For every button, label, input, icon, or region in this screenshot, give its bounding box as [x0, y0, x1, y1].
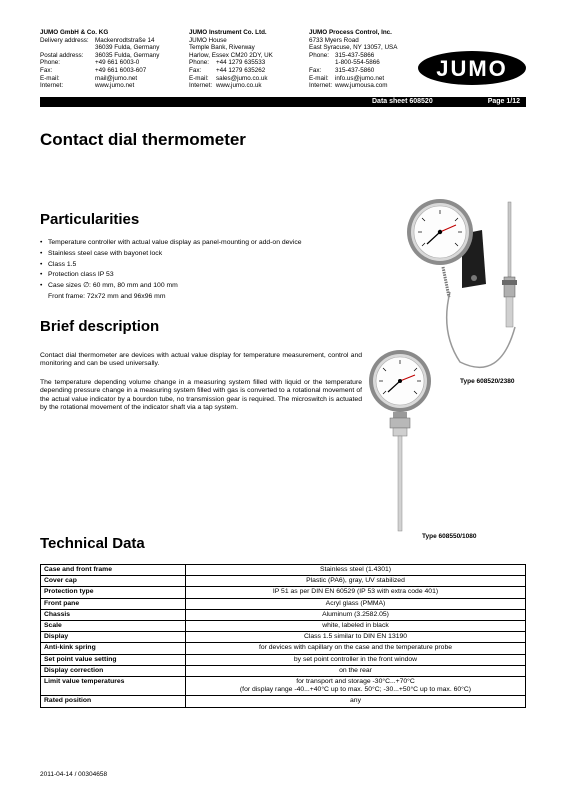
technical-data-table — [40, 564, 526, 708]
logo-wordmark — [427, 56, 517, 80]
table-row — [41, 621, 526, 632]
address-label: Internet: — [309, 82, 333, 90]
address-label: Delivery address: — [40, 36, 89, 44]
section-heading-technical-data: Technical Data — [40, 535, 145, 552]
address-value: 36039 Fulda, Germany — [95, 44, 160, 52]
brief-paragraph-1: Contact dial thermometer are devices with actual value display for temperature measurement, control and monitoring and can be used universally. — [40, 352, 362, 368]
table-key-cell: Protection type — [41, 587, 186, 598]
section-heading-brief-description: Brief description — [40, 318, 160, 335]
address-value: +44 1279 635533 — [216, 59, 266, 67]
table-key-cell: Front pane — [41, 598, 186, 609]
table-row — [41, 598, 526, 609]
particularity-item: • Class 1.5 — [40, 260, 302, 271]
table-value-cell — [186, 587, 526, 598]
table-value-line: white, labeled in black — [322, 622, 389, 630]
address-rows — [309, 52, 397, 90]
table-value-cell — [186, 643, 526, 654]
address-label: Internet: — [189, 82, 213, 90]
address-value: www.jumousa.com — [335, 82, 388, 90]
table-value-cell — [186, 609, 526, 620]
table-key-cell: Display correction — [41, 665, 186, 676]
address-row — [40, 44, 159, 52]
table-row — [41, 576, 526, 587]
product-image-608520 — [400, 192, 550, 372]
company-name: JUMO Instrument Co. Ltd. — [189, 29, 267, 36]
document-title: Contact dial thermometer — [40, 130, 246, 149]
particularity-item: • Temperature controller with actual value display as panel-mounting or add-on device — [40, 238, 302, 249]
table-value-line: Stainless steel (1.4301) — [319, 566, 392, 573]
logo-text: JUMO — [436, 56, 508, 80]
address-value: www.jumo.net — [95, 82, 135, 90]
address-label: E-mail: — [309, 74, 329, 82]
address-germany — [40, 29, 159, 90]
table-row — [41, 696, 526, 707]
address-value: 315-437-5860 — [335, 66, 375, 74]
table-value-cell — [186, 696, 526, 707]
address-row — [309, 75, 397, 83]
table-row — [41, 643, 526, 654]
address-label — [40, 44, 95, 52]
address-value: 315-437-5866 — [335, 51, 375, 59]
table-value-line: for transport and storage -30°C...+70°C — [296, 678, 415, 686]
address-label: Fax: — [189, 66, 202, 74]
address-row — [309, 67, 397, 75]
table-value-cell — [186, 665, 526, 676]
table-row — [41, 632, 526, 643]
table-value-cell — [186, 576, 526, 587]
table-value-cell — [186, 598, 526, 609]
table-key-cell: Anti-kink spring — [41, 643, 186, 654]
address-value: 1-800-554-5866 — [335, 59, 380, 67]
address-value: Mackenrodtstraße 14 — [95, 36, 155, 44]
address-value: sales@jumo.co.uk — [216, 74, 268, 82]
address-row — [40, 59, 159, 67]
address-value: +44 1279 635262 — [216, 66, 266, 74]
address-rows — [189, 59, 273, 89]
address-row — [309, 59, 397, 67]
address-label: Fax: — [40, 66, 53, 74]
table-value-cell — [186, 621, 526, 632]
address-row — [309, 52, 397, 60]
address-value: mail@jumo.net — [95, 74, 138, 82]
table-key-cell: Chassis — [41, 609, 186, 620]
table-row — [41, 677, 526, 696]
table-value-line: (for display range -40...+40°C up to max. 50°C; -30...+50°C up to max. 60°C) — [239, 686, 472, 694]
image-caption-1: Type 608520/2380 — [460, 378, 515, 385]
address-value: www.jumo.co.uk — [216, 82, 262, 90]
brief-paragraph-2: The temperature depending volume change in a measuring system filled with liquid or the temperature depending pressure change in a measuring system filled with gas is converted to a rotational movement of the actual value indicator by a bourdon tube, no transmission gear is required. The microswitch is actuated by the rotational movement of the indicator shaft via a tap system. — [40, 379, 362, 412]
address-usa — [309, 29, 397, 90]
table-value-line: Class 1.5 similar to DIN EN 13190 — [303, 633, 408, 641]
company-name: JUMO GmbH & Co. KG — [40, 29, 109, 36]
address-row — [40, 75, 159, 83]
section-heading-particularities: Particularities — [40, 211, 140, 228]
address-label: Internet: — [40, 82, 64, 90]
address-lines — [189, 37, 273, 60]
address-row — [309, 82, 397, 90]
address-row — [189, 82, 273, 90]
table-value-cell — [186, 677, 526, 696]
address-line: East Syracuse, NY 13057, USA — [309, 44, 398, 52]
table-key-cell: Set point value setting — [41, 654, 186, 665]
address-line: Temple Bank, Riverway — [189, 44, 255, 52]
table-value-cell — [186, 632, 526, 643]
table-value-line: IP 51 as per DIN EN 60529 (IP 53 with extra code 401) — [272, 588, 439, 596]
address-label: Phone: — [309, 51, 329, 59]
address-line: 6733 Myers Road — [309, 36, 359, 44]
image-caption-2: Type 608550/1080 — [422, 533, 477, 540]
address-row — [189, 75, 273, 83]
table-row — [41, 565, 526, 576]
address-value: 36035 Fulda, Germany — [95, 51, 160, 59]
table-key-cell: Display — [41, 632, 186, 643]
particularity-item: • Protection class IP 53 — [40, 270, 302, 281]
table-row — [41, 654, 526, 665]
table-value-line: for devices with capillary on the case and the temperature probe — [258, 644, 453, 652]
table-value-line: by set point controller in the front window — [293, 655, 418, 663]
address-label — [309, 59, 335, 67]
address-label: Phone: — [40, 59, 60, 67]
address-row — [40, 82, 159, 90]
table-value-cell — [186, 654, 526, 665]
table-row — [41, 609, 526, 620]
table-key-cell: Limit value temperatures — [41, 677, 186, 696]
table-value-line: Acryl glass (PMMA) — [325, 599, 386, 607]
table-value-line: Plastic (PA6), gray, UV stabilized — [306, 577, 405, 585]
address-value: +49 661 6003-607 — [95, 66, 147, 74]
address-value: +49 661 6003-0 — [95, 59, 140, 67]
address-value: info.us@jumo.net — [335, 74, 385, 82]
address-label: Fax: — [309, 66, 322, 74]
page-number: Page 1/12 — [487, 98, 520, 105]
table-key-cell: Scale — [41, 621, 186, 632]
table-key-cell: Cover cap — [41, 576, 186, 587]
address-row — [189, 67, 273, 75]
footer-date-docnumber: 2011-04-14 / 00304658 — [40, 771, 108, 778]
address-rows — [40, 37, 159, 90]
particularities-list — [40, 238, 302, 303]
particularity-item: • Stainless steel case with bayonet lock — [40, 249, 302, 260]
table-value-line: on the rear — [339, 666, 372, 674]
address-line: Harlow, Essex CM20 2DY, UK — [189, 51, 273, 59]
company-name: JUMO Process Control, Inc. — [309, 29, 392, 36]
jumo-logo — [418, 51, 526, 85]
table-value-cell — [186, 565, 526, 576]
address-row — [189, 59, 273, 67]
address-lines — [309, 37, 397, 52]
table-key-cell: Case and front frame — [41, 565, 186, 576]
datasheet-header-bar — [40, 97, 526, 107]
table-row — [41, 665, 526, 676]
table-value-line: any — [350, 697, 361, 705]
address-label: Postal address: — [40, 51, 84, 59]
datasheet-number: Data sheet 608520 — [372, 98, 433, 105]
table-key-cell: Rated position — [41, 696, 186, 707]
address-row — [40, 52, 159, 60]
address-uk — [189, 29, 273, 90]
particularity-continuation: Front frame: 72x72 mm and 96x96 mm — [48, 292, 166, 300]
product-image-608550 — [368, 348, 478, 543]
address-label: Phone: — [189, 59, 209, 67]
table-row — [41, 587, 526, 598]
address-line: JUMO House — [189, 36, 227, 44]
table-value-line: Aluminum (3.2582.05) — [322, 610, 389, 618]
address-row — [40, 37, 159, 45]
particularity-item: • Case sizes ∅: 60 mm, 80 mm and 100 mm — [40, 281, 302, 292]
address-label: E-mail: — [40, 74, 60, 82]
address-row — [40, 67, 159, 75]
address-label: E-mail: — [189, 74, 209, 82]
